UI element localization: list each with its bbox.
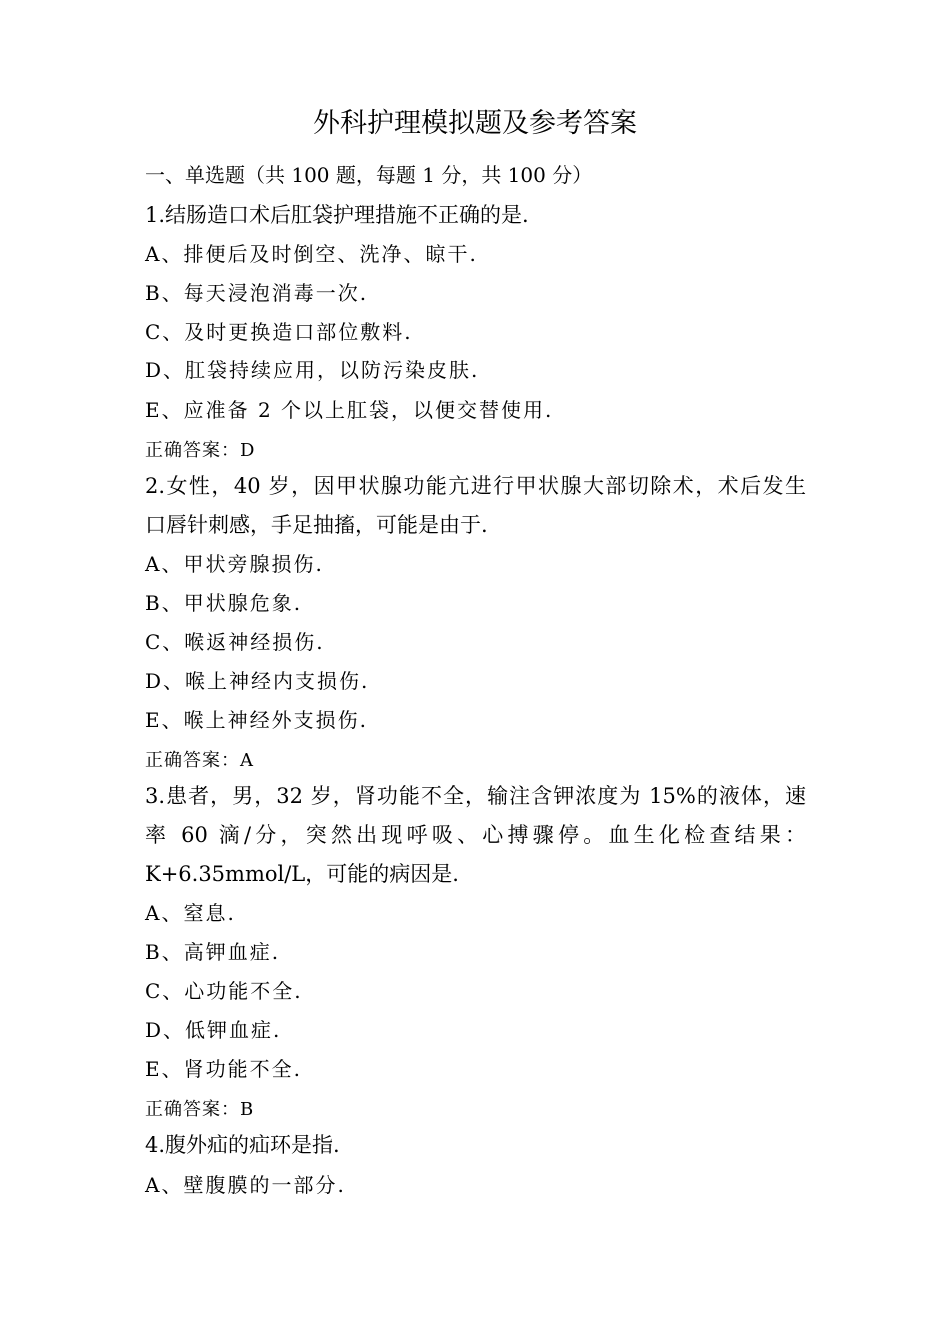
question-2-option-c: C、喉返神经损伤. (145, 630, 325, 654)
question-1-option-b: B、每天浸泡消毒一次. (145, 281, 369, 305)
question-3-stem-line-2: 率 60 滴/分，突然出现呼吸、心搏骤停。血生化检查结果： (145, 823, 806, 847)
question-3-stem-line-3: K+6.35mmol/L，可能的病因是. (145, 862, 459, 886)
question-3-option-d: D、低钾血症. (145, 1018, 282, 1042)
section-heading: 一、单选题（共 100 题，每题 1 分，共 100 分） (145, 163, 593, 187)
question-1-option-c: C、及时更换造口部位敷料. (145, 320, 413, 344)
question-4-stem: 4.腹外疝的疝环是指. (145, 1133, 340, 1157)
question-1-option-a: A、排便后及时倒空、洗净、晾干. (145, 242, 478, 266)
question-3-option-c: C、心功能不全. (145, 979, 303, 1003)
question-1-option-e: E、应准备 2 个以上肛袋，以便交替使用. (145, 398, 554, 422)
question-2-stem-line-1: 2.女性，40 岁，因甲状腺功能亢进行甲状腺大部切除术，术后发生 (145, 474, 806, 498)
question-1-stem: 1.结肠造口术后肛袋护理措施不正确的是. (145, 203, 529, 227)
question-1-option-d: D、肛袋持续应用，以防污染皮肤. (145, 358, 480, 382)
question-3-stem-line-1: 3.患者，男，32 岁，肾功能不全，输注含钾浓度为 15%的液体，速 (145, 784, 806, 808)
question-3-option-a: A、窒息. (145, 901, 236, 925)
question-3-option-b: B、高钾血症. (145, 940, 281, 964)
question-4-option-a: A、壁腹膜的一部分. (145, 1173, 346, 1197)
question-1-answer: 正确答案：D (145, 440, 256, 461)
question-3-option-e: E、肾功能不全. (145, 1057, 302, 1081)
question-2-stem-line-2: 口唇针刺感，手足抽搐，可能是由于. (145, 513, 488, 537)
document-title: 外科护理模拟题及参考答案 (313, 108, 637, 139)
question-2-answer: 正确答案：A (145, 750, 254, 771)
question-2-option-b: B、甲状腺危象. (145, 591, 303, 615)
question-2-option-d: D、喉上神经内支损伤. (145, 669, 370, 693)
question-3-answer: 正确答案：B (145, 1099, 255, 1120)
question-2-option-a: A、甲状旁腺损伤. (145, 552, 324, 576)
question-2-option-e: E、喉上神经外支损伤. (145, 708, 368, 732)
